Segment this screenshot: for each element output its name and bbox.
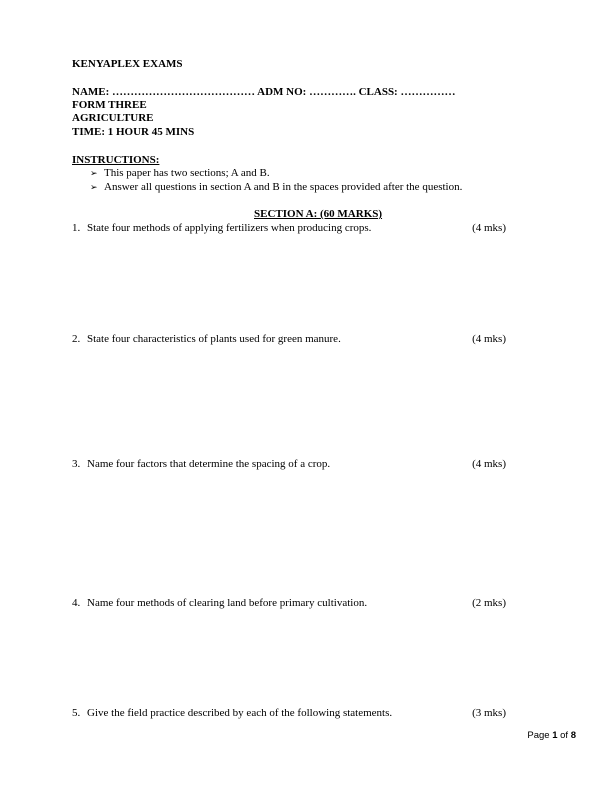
question-number: 5. (72, 707, 81, 719)
section-heading: SECTION A: (60 MARKS) (254, 208, 383, 220)
instruction-item: ➢ This paper has two sections; A and B. (90, 167, 270, 179)
question-marks: (2 mks) (472, 597, 506, 609)
question-item (72, 333, 506, 345)
question-marks: (4 mks) (472, 333, 506, 345)
question-number: 1. (72, 222, 81, 234)
form-level: FORM THREE (72, 99, 147, 111)
question-marks: (3 mks) (472, 707, 506, 719)
arrow-bullet-icon: ➢ (90, 168, 98, 178)
question-marks: (4 mks) (472, 222, 506, 234)
question-number: 3. (72, 458, 81, 470)
student-details-line: NAME: ………………………………… ADM NO: …………. CLASS: …………… (72, 86, 456, 98)
question-number: 4. (72, 597, 81, 609)
question-number: 2. (72, 333, 81, 345)
arrow-bullet-icon: ➢ (90, 182, 98, 192)
question-item (72, 597, 506, 609)
instructions-heading: INSTRUCTIONS: (72, 154, 160, 166)
instruction-item: ➢ Answer all questions in section A and B in the spaces provided after the question. (90, 181, 463, 193)
question-text: Give the field practice described by each of the following statements. (87, 707, 393, 719)
question-marks: (4 mks) (472, 458, 506, 470)
question-text: Name four factors that determine the spacing of a crop. (87, 458, 331, 470)
exam-body-title: KENYAPLEX EXAMS (72, 58, 183, 70)
question-item (72, 707, 506, 719)
question-item (72, 222, 506, 234)
question-text: State four characteristics of plants used for green manure. (87, 333, 341, 345)
page-number: Page 1 of 8 (527, 730, 576, 741)
exam-duration: TIME: 1 HOUR 45 MINS (72, 126, 195, 138)
subject-title: AGRICULTURE (72, 112, 154, 124)
question-text: Name four methods of clearing land before primary cultivation. (87, 597, 368, 609)
question-item (72, 458, 506, 470)
question-text: State four methods of applying fertilizers when producing crops. (87, 222, 372, 234)
